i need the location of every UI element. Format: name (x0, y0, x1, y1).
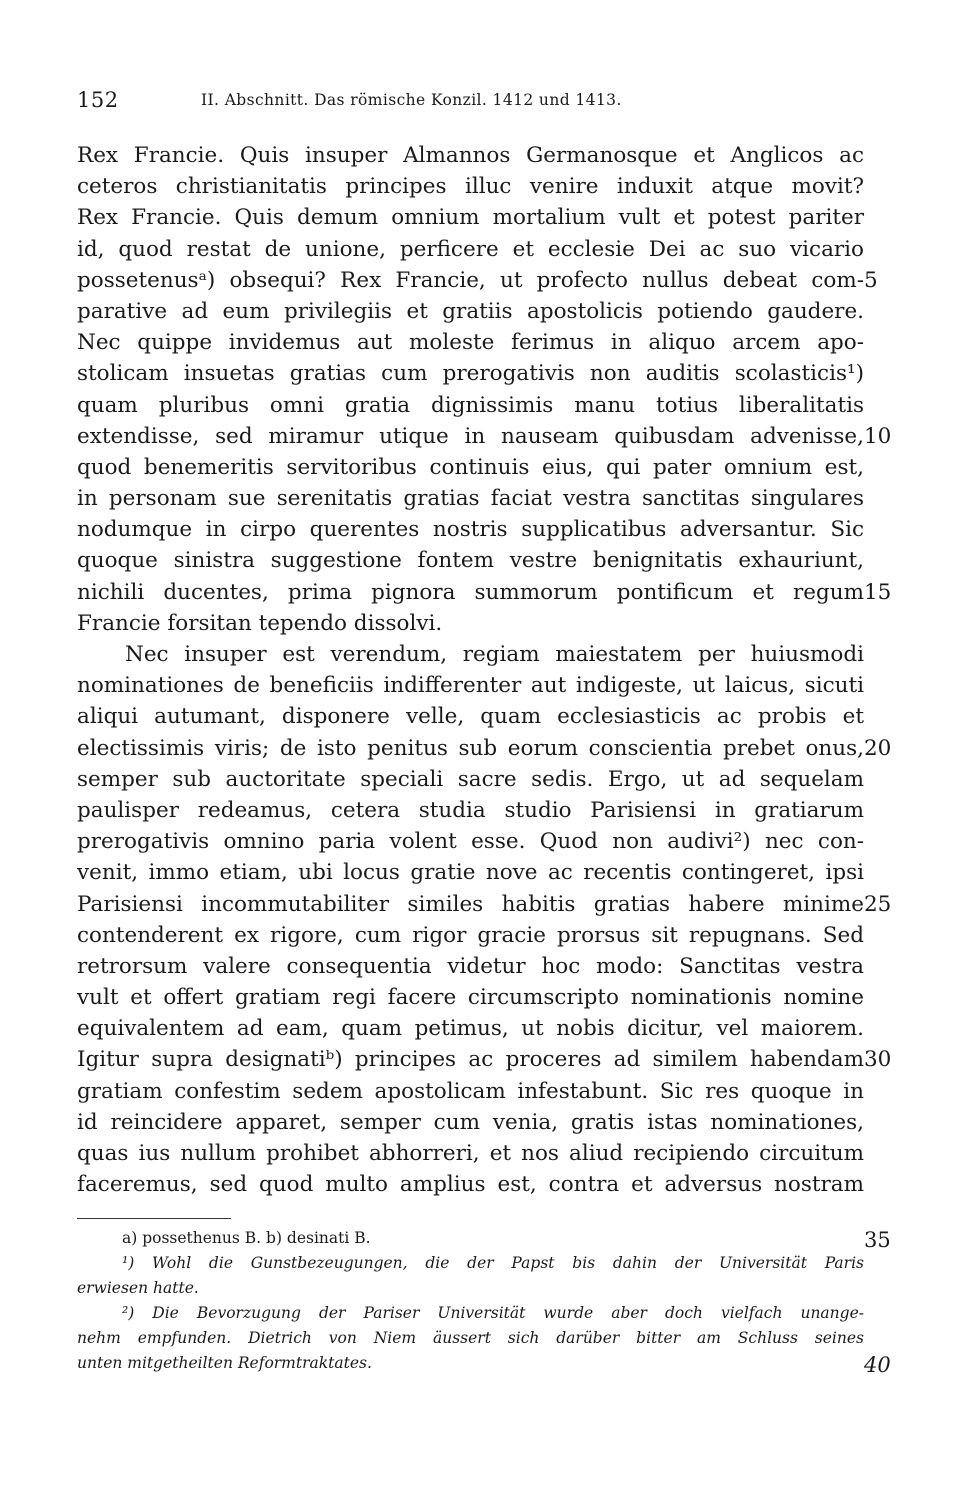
footnote-line-content: a) possethenus B. b) desinati B. (122, 1229, 371, 1247)
line-number: 30 (864, 1047, 892, 1073)
footnote-line-content: unten mitgetheilten Reformtraktates. (77, 1354, 372, 1372)
text-line (77, 608, 864, 639)
text-line (77, 639, 864, 670)
footnote-line-content: nehm empfunden. Dietrich von Niem äussert sich darüber bitter am Schluss seines (77, 1329, 864, 1347)
text-line (77, 857, 864, 888)
text-line-content: Rex Francie. Quis insuper Almannos Germanosque et Anglicos ac (77, 143, 864, 168)
text-line (77, 545, 864, 576)
footnote-line-content: ²) Die Bevorzugung der Pariser Universität wurde aber doch vielfach unange- (122, 1304, 864, 1322)
text-line (77, 577, 892, 608)
text-line-content: aliqui autumant, disponere velle, quam ecclesiasticis ac probis et (77, 704, 864, 730)
text-line-content: Francie forsitan tependo dissolvi. (77, 610, 443, 636)
text-line-content: id, quod restat de unione, perficere et ecclesie Dei ac suo vicario (77, 236, 864, 262)
text-line (77, 1013, 864, 1044)
text-line (77, 951, 864, 982)
text-line (77, 483, 864, 514)
text-line (77, 234, 864, 265)
text-line-content: vult et offert gratiam regi facere circumscripto nominationis nomine (77, 985, 864, 1011)
text-line-content: possetenusᵃ) obsequi? Rex Francie, ut profecto nullus debeat com- (77, 267, 864, 293)
line-number: 15 (864, 579, 892, 605)
text-line (77, 795, 864, 826)
line-number: 40 (864, 1353, 891, 1377)
footnote-rule (77, 1218, 231, 1219)
text-line (77, 171, 864, 202)
page-number: 152 (77, 88, 119, 112)
text-line-content: nichili ducentes, prima pignora summorum pontificum et regum (77, 579, 864, 605)
text-line-content: prerogativis omnino paria volent esse. Quod non audivi²) nec con- (77, 829, 864, 855)
text-line (77, 1107, 864, 1138)
text-line-content: parative ad eum privilegiis et gratiis apostolicis potiendo gaudere. (77, 298, 864, 324)
text-line (77, 296, 864, 327)
text-line-content: quoque sinistra suggestione fontem vestre benignitatis exhauriunt, (77, 548, 864, 574)
text-line (77, 327, 864, 358)
text-line (77, 202, 864, 233)
footnote-line (77, 1226, 891, 1252)
text-line (77, 764, 864, 795)
text-line (77, 889, 892, 920)
text-line-content: id reincidere apparet, semper cum venia, gratis istas nominationes, (77, 1109, 864, 1135)
text-line (77, 826, 864, 857)
footnote-line (77, 1326, 864, 1351)
text-line-content: extendisse, sed miramur utique in nauseam quibusdam advenisse, (77, 423, 864, 449)
line-number: 25 (864, 891, 892, 917)
footnote-line (77, 1251, 864, 1276)
text-line (77, 1076, 864, 1107)
text-line-content: nodumque in cirpo querentes nostris supplicatibus adversantur. Sic (77, 517, 864, 543)
text-line-content: semper sub auctoritate speciali sacre sedis. Ergo, ut ad sequelam (77, 766, 864, 792)
text-line-content: paulisper redeamus, cetera studia studio Parisiensi in gratiarum (77, 797, 864, 823)
text-line-content: gratiam confestim sedem apostolicam infestabunt. Sic res quoque in (77, 1078, 864, 1104)
text-line-content: Rex Francie. Quis demum omnium mortalium vult et potest pariter (77, 205, 864, 231)
text-line (77, 920, 864, 951)
footnote-line-content: erwiesen hatte. (77, 1279, 199, 1297)
text-line-content: venit, immo etiam, ubi locus gratie nove ac recentis contingeret, ipsi (77, 860, 864, 886)
text-line (77, 670, 864, 701)
text-line (77, 514, 864, 545)
text-line-content: equivalentem ad eam, quam petimus, ut nobis dicitur, vel maiorem. (77, 1016, 864, 1042)
footnotes (77, 1226, 891, 1377)
text-line-content: quas ius nullum prohibet abhorreri, et nos aliud recipiendo circuitum (77, 1141, 864, 1166)
main-text (77, 140, 892, 1200)
line-number: 10 (864, 423, 892, 449)
line-number: 20 (864, 735, 892, 761)
footnote-line (77, 1351, 891, 1377)
line-number: 35 (864, 1228, 891, 1252)
text-line-content: ceteros christianitatis principes illuc venire induxit atque movit? (77, 174, 864, 200)
footnote-line-content: ¹) Wohl die Gunstbezeugungen, die der Papst bis dahin der Universität Paris (122, 1254, 864, 1272)
text-line-content: Nec insuper est verendum, regiam maiestatem per huiusmodi (125, 642, 864, 667)
text-line-content: contenderent ex rigore, cum rigor gracie prorsus sit repugnans. Sed (77, 922, 864, 948)
text-line-content: quam pluribus omni gratia dignissimis manu totius liberalitatis (77, 392, 864, 418)
text-line (77, 1169, 864, 1200)
footnote-line (77, 1301, 864, 1326)
footnote-line (77, 1276, 864, 1301)
text-line-content: nominationes de beneficiis indifferenter aut indigeste, ut laicus, sicuti (77, 673, 864, 699)
text-line-content: quod benemeritis servitoribus continuis eius, qui pater omnium est, (77, 454, 864, 480)
text-line (77, 701, 864, 732)
text-line (77, 265, 878, 296)
text-line-content: Parisiensi incommutabiliter similes habitis gratias habere minime (77, 891, 864, 917)
text-line-content: Nec quippe invidemus aut moleste ferimus in aliquo arcem apo- (77, 330, 864, 356)
text-line (77, 358, 864, 389)
text-line (77, 1138, 864, 1169)
line-number: 5 (864, 267, 878, 293)
text-line (77, 733, 892, 764)
text-line (77, 982, 864, 1013)
running-head: II. Abschnitt. Das römische Konzil. 1412 und 1413. (201, 91, 622, 109)
text-line (77, 452, 864, 483)
text-line-content: stolicam insuetas gratias cum prerogativis non auditis scolasticis¹) (77, 361, 864, 387)
text-line (77, 1044, 892, 1075)
text-line-content: in personam sue serenitatis gratias faciat vestra sanctitas singulares (77, 486, 864, 512)
text-line (77, 421, 892, 452)
page-header (77, 88, 887, 118)
text-line (77, 390, 864, 421)
text-line-content: electissimis viris; de isto penitus sub eorum conscientia prebet onus, (77, 735, 864, 761)
text-line (77, 140, 864, 171)
text-line-content: retrorsum valere consequentia videtur hoc modo: Sanctitas vestra (77, 953, 864, 979)
text-line-content: Igitur supra designatiᵇ) principes ac proceres ad similem habendam (77, 1047, 864, 1073)
text-line-content: faceremus, sed quod multo amplius est, contra et adversus nostram (77, 1172, 864, 1198)
